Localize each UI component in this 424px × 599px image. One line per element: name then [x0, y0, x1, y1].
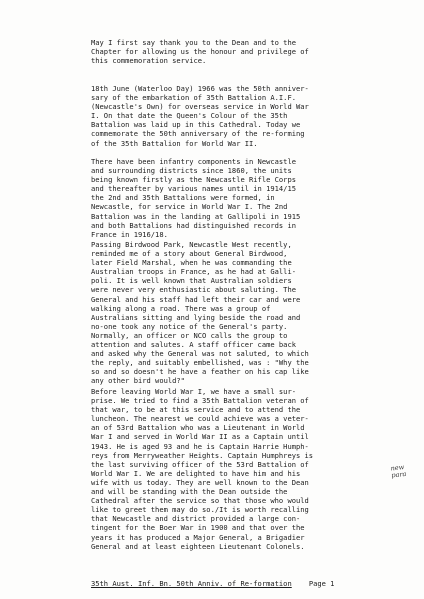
footer-page-number: Page 1	[308, 579, 335, 588]
paragraph-waterloo-day: 18th June (Waterloo Day) 1966 was the 50th anniver- sary of the embarkation of 35th Battalion A.I.F. (Newcastle's Own) for overseas service in World War I. On that date the Queen's Colour of the 35th Battalion was laid up in this Cathedral. Today we commemorate the 50th anniversary of the re-forming of the 35th Battalion for World War II.	[91, 84, 309, 148]
paragraph-veteran-surprise: Before leaving World War I, we have a small sur- prise. We tried to find a 35th Battalion veteran of that war, to be at this service and to attend the luncheon. The nearest we could achieve was a veter- an of 53rd Battalion who was a Lieutenant in World War I and served in World War II as a Captain until 1943. He is aged 93 and he is Captain Harrie Humph- reys from Merryweather Heights. Captain Humphreys is the last surviving officer of the 53rd Battalion of World War I. We are delighted to have him and his wife with us today. They are well known to the Dean and will be standing with the Dean outside the Cathedral after the service so that those who would like to greet them may do so./It is worth recalling that Newcastle and district provided a large con- tingent for the Boer War in 1900 and that over the years it has produced a Major General, a Brigadier General and at least eighteen Lieutenant Colonels.	[91, 387, 314, 551]
margin-note-line: para	[390, 469, 407, 480]
paragraph-birdwood-story: Passing Birdwood Park, Newcastle West recently, reminded me of a story about General Birdwood, later Field Marshal, when he was commanding the Australian troops in France, as he had at Galli- poli. It is well known that Australian soldiers were never very enthusiastic about saluting. The General and his staff had left their car and were walking along a road. There was a group of Australians sitting and lying beside the road and no-one took any notice of the General's party. Normally, an officer or NCO calls the group to attention and salutes. A staff officer came back and asked why the General was not saluted, to which the reply, and suitably embellished, was : "Why the so and so doesn't he have a feather on his cap like any other bird would?"	[91, 240, 309, 386]
paragraph-infantry-history: There have been infantry components in Newcastle and surrounding districts since 1860, the units being known firstly as the Newcastle Rifle Corps and thereafter by various names until in 1914/15 the 2nd and 35th Battalions were formed, in Newcastle, for service in World War I. The 2nd Battalion was in the landing at Gallipoli in 1915 and both Battalions had distinguished records in France in 1916/18.	[91, 157, 301, 239]
page-footer	[91, 579, 391, 588]
paragraph-thanks: May I first say thank you to the Dean and to the Chapter for allowing us the honour and privilege of this commemoration service.	[91, 38, 309, 66]
margin-note-line: new	[390, 463, 405, 473]
footer-title: 35th Aust. Inf. Bn. 50th Anniv. of Re-formation	[91, 579, 292, 588]
handwritten-margin-note	[390, 463, 419, 480]
